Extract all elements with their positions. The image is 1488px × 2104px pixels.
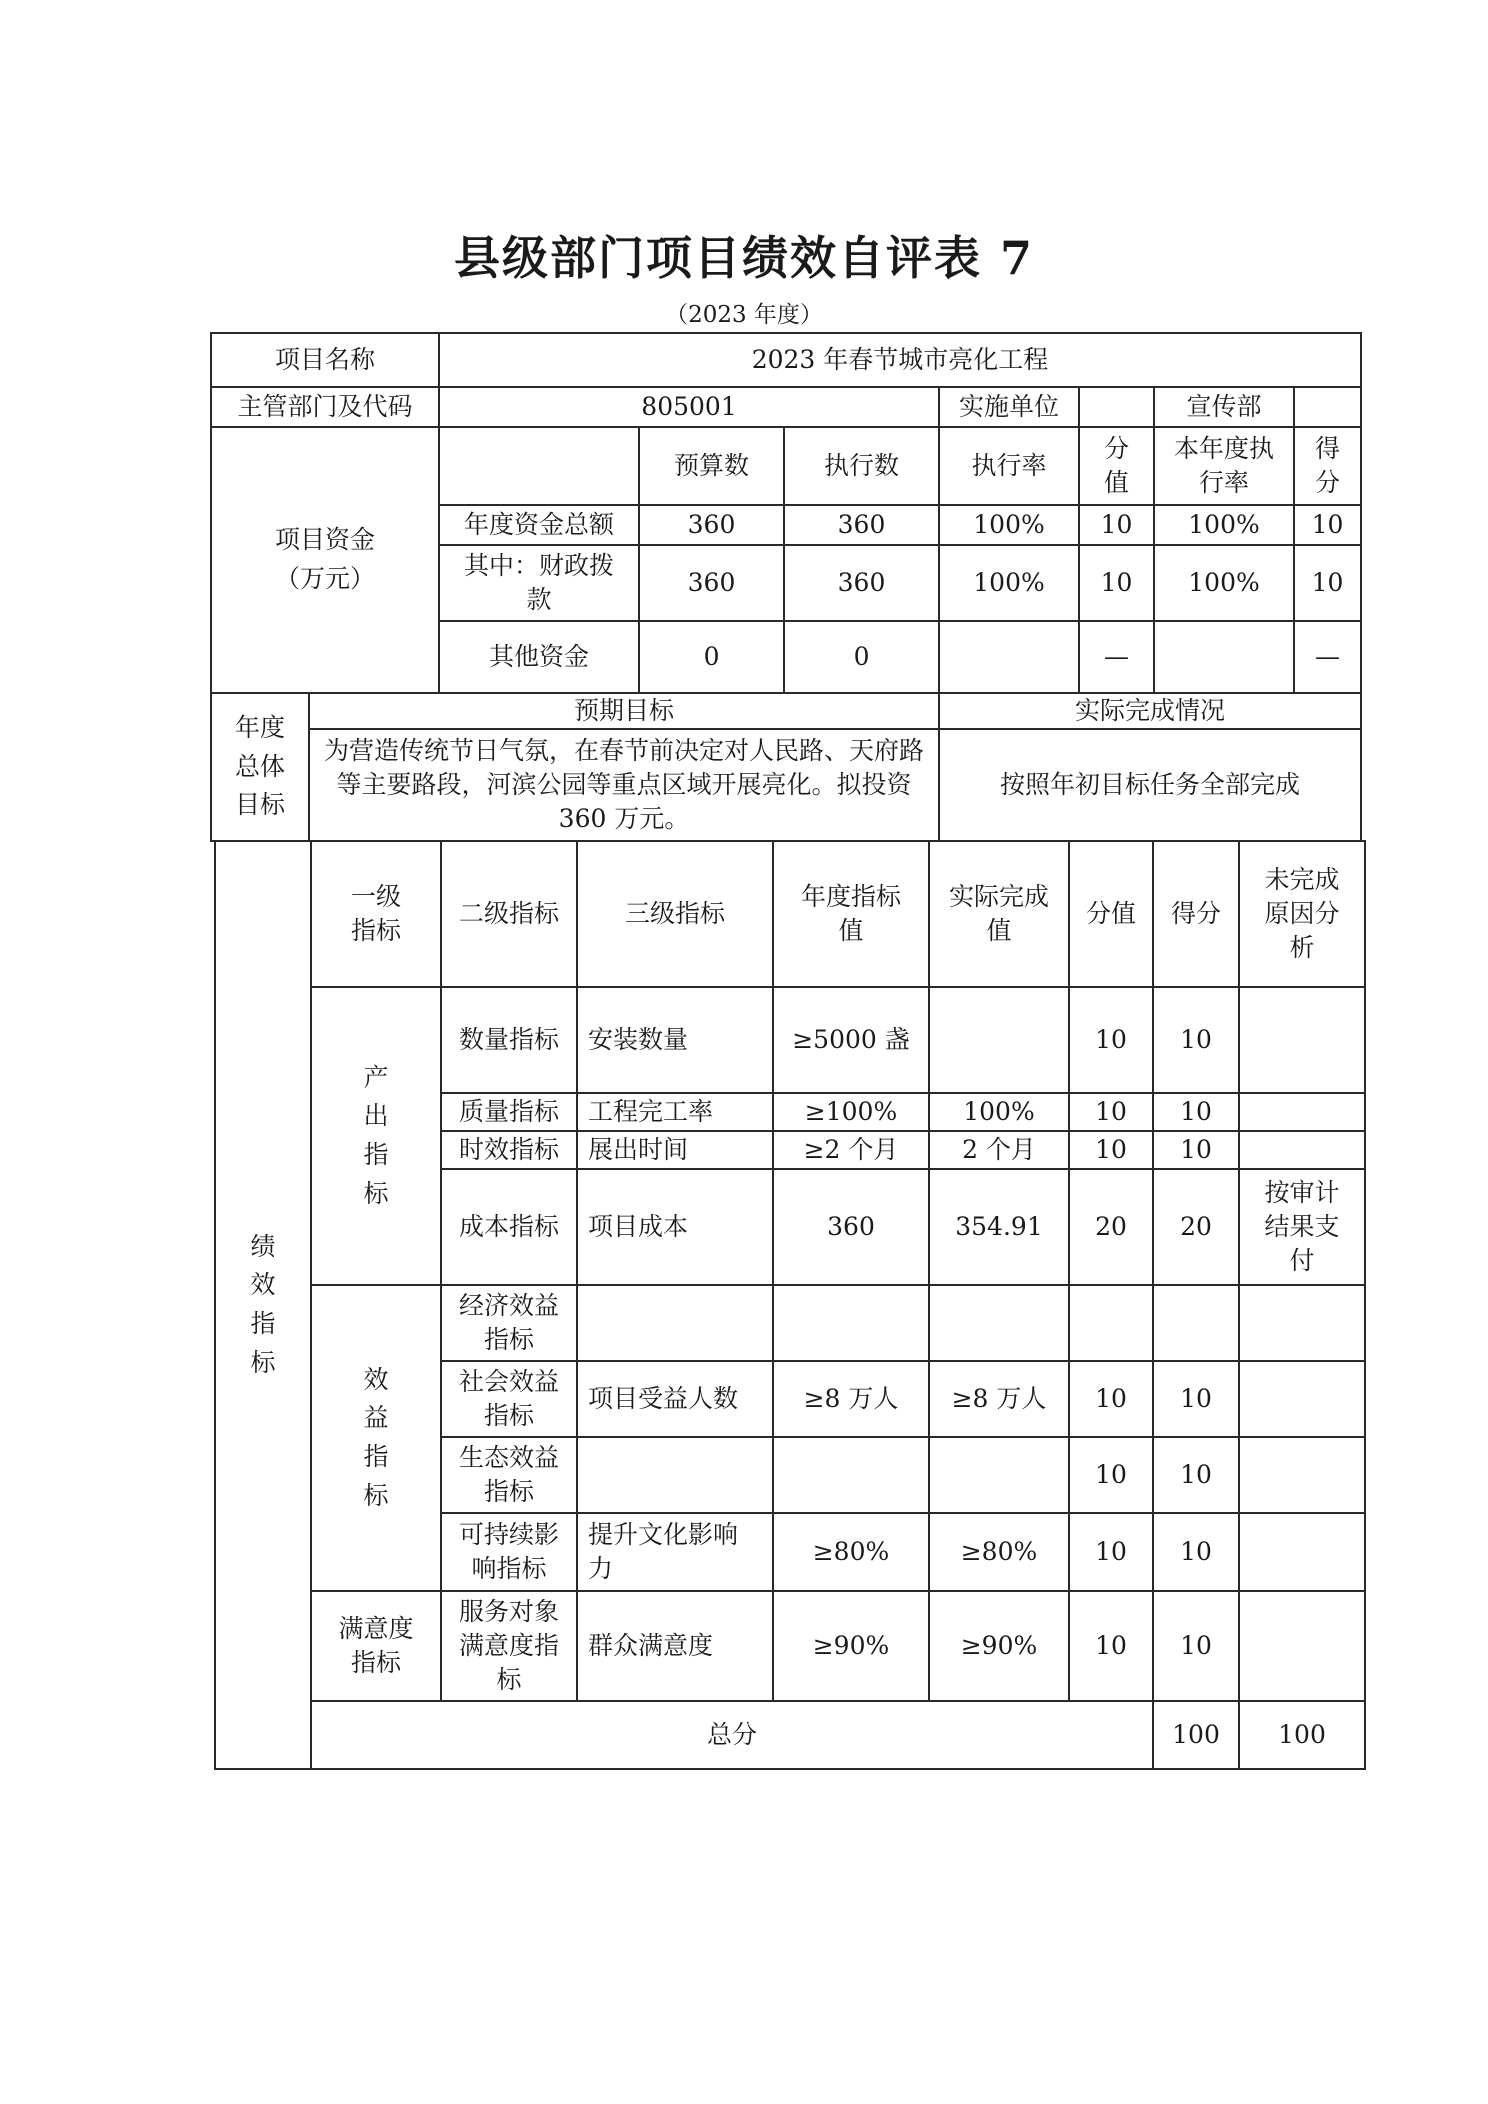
- funds-row-score-val: 10: [1079, 505, 1154, 545]
- row-actual: 2 个月: [929, 1131, 1069, 1169]
- row-l3: 工程完工率: [577, 1093, 773, 1131]
- row-actual: ≥90%: [929, 1591, 1069, 1701]
- impl-label: 实施单位: [939, 387, 1079, 427]
- row-score: 10: [1153, 987, 1239, 1093]
- page-title: 县级部门项目绩效自评表 7: [453, 231, 1035, 285]
- goals-actual-label: 实际完成情况: [939, 693, 1361, 729]
- perf-header-val: 分值: [1069, 841, 1153, 987]
- funds-header-blank: [439, 427, 639, 505]
- funds-row-budget: 360: [639, 505, 784, 545]
- row-target: ≥80%: [773, 1513, 929, 1591]
- funds-row-score-val: —: [1079, 621, 1154, 693]
- row-val: 20: [1069, 1169, 1153, 1285]
- dept-label: 主管部门及代码: [211, 387, 439, 427]
- perf-header-score: 得分: [1153, 841, 1239, 987]
- total-val: 100: [1153, 1701, 1239, 1769]
- funds-header-year-rate: 本年度执 行率: [1154, 427, 1294, 505]
- row-reason: [1239, 987, 1365, 1093]
- impl-value: 宣传部: [1154, 387, 1294, 427]
- impl-blank-2: [1294, 387, 1361, 427]
- funds-header-rate: 执行率: [939, 427, 1079, 505]
- perf-label: 绩 效 指 标: [215, 841, 311, 1769]
- funds-row-name: 年度资金总额: [439, 505, 639, 545]
- row-l3: 提升文化影响 力: [577, 1513, 773, 1591]
- row-reason: [1239, 1591, 1365, 1701]
- row-val: [1069, 1285, 1153, 1361]
- funds-row-year-rate: 100%: [1154, 505, 1294, 545]
- funds-row-score: —: [1294, 621, 1361, 693]
- row-score: 10: [1153, 1591, 1239, 1701]
- row-reason: [1239, 1513, 1365, 1591]
- perf-header-actual: 实际完成 值: [929, 841, 1069, 987]
- funds-row-name: 其中：财政拨 款: [439, 545, 639, 621]
- table-row: [215, 987, 1365, 1093]
- dept-code: 805001: [439, 387, 939, 427]
- row-l2: 生态效益 指标: [441, 1437, 577, 1513]
- perf-header-reason: 未完成 原因分 析: [1239, 841, 1365, 987]
- funds-row-budget: 0: [639, 621, 784, 693]
- funds-row-score-val: 10: [1079, 545, 1154, 621]
- group-benefit: 效 益 指 标: [311, 1285, 441, 1591]
- row-l2: 经济效益 指标: [441, 1285, 577, 1361]
- row-target: ≥90%: [773, 1591, 929, 1701]
- funds-header-score-val: 分 值: [1079, 427, 1154, 505]
- row-actual: [929, 987, 1069, 1093]
- project-info-table: [210, 332, 1362, 842]
- funds-row-rate: 100%: [939, 545, 1079, 621]
- row-l3: [577, 1437, 773, 1513]
- row-score: 20: [1153, 1169, 1239, 1285]
- row-l3: 项目受益人数: [577, 1361, 773, 1437]
- funds-label: 项目资金 （万元）: [211, 427, 439, 693]
- goals-actual-text: 按照年初目标任务全部完成: [939, 729, 1361, 841]
- perf-header-target: 年度指标 值: [773, 841, 929, 987]
- row-score: 10: [1153, 1131, 1239, 1169]
- perf-header-l3: 三级指标: [577, 841, 773, 987]
- row-reason: [1239, 1131, 1365, 1169]
- row-actual: [929, 1285, 1069, 1361]
- row-reason: [1239, 1361, 1365, 1437]
- funds-row-year-rate: 100%: [1154, 545, 1294, 621]
- group-satisfaction: 满意度 指标: [311, 1591, 441, 1701]
- row-target: ≥100%: [773, 1093, 929, 1131]
- row-score: 10: [1153, 1513, 1239, 1591]
- row-target: [773, 1285, 929, 1361]
- row-l2: 可持续影 响指标: [441, 1513, 577, 1591]
- funds-row-rate: [939, 621, 1079, 693]
- row-actual: 100%: [929, 1093, 1069, 1131]
- impl-blank: [1079, 387, 1154, 427]
- row-val: 10: [1069, 1591, 1153, 1701]
- funds-row-score: 10: [1294, 545, 1361, 621]
- funds-row-name: 其他资金: [439, 621, 639, 693]
- row-reason: [1239, 1285, 1365, 1361]
- row-val: 10: [1069, 987, 1153, 1093]
- funds-row-score: 10: [1294, 505, 1361, 545]
- page-subtitle: （2023 年度）: [665, 302, 823, 328]
- funds-header-budget: 预算数: [639, 427, 784, 505]
- row-actual: ≥8 万人: [929, 1361, 1069, 1437]
- row-val: 10: [1069, 1437, 1153, 1513]
- row-reason: [1239, 1437, 1365, 1513]
- funds-row-budget: 360: [639, 545, 784, 621]
- row-target: ≥8 万人: [773, 1361, 929, 1437]
- row-l2: 社会效益 指标: [441, 1361, 577, 1437]
- row-score: [1153, 1285, 1239, 1361]
- row-val: 10: [1069, 1513, 1153, 1591]
- row-val: 10: [1069, 1361, 1153, 1437]
- row-l2: 数量指标: [441, 987, 577, 1093]
- row-l2: 质量指标: [441, 1093, 577, 1131]
- table-row: [215, 1285, 1365, 1361]
- row-l3: [577, 1285, 773, 1361]
- project-name-label: 项目名称: [211, 333, 439, 387]
- table-row: [215, 1591, 1365, 1701]
- row-val: 10: [1069, 1131, 1153, 1169]
- row-l2: 时效指标: [441, 1131, 577, 1169]
- row-l3: 展出时间: [577, 1131, 773, 1169]
- total-score: 100: [1239, 1701, 1365, 1769]
- row-l3: 安装数量: [577, 987, 773, 1093]
- total-row: [215, 1701, 1365, 1769]
- goals-expected-label: 预期目标: [309, 693, 939, 729]
- goals-label: 年度 总体 目标: [211, 693, 309, 841]
- row-actual: ≥80%: [929, 1513, 1069, 1591]
- row-score: 10: [1153, 1437, 1239, 1513]
- funds-row-rate: 100%: [939, 505, 1079, 545]
- funds-header-score: 得 分: [1294, 427, 1361, 505]
- row-l2: 服务对象 满意度指 标: [441, 1591, 577, 1701]
- row-reason: [1239, 1093, 1365, 1131]
- row-score: 10: [1153, 1093, 1239, 1131]
- row-reason: 按审计 结果支 付: [1239, 1169, 1365, 1285]
- total-label: 总分: [311, 1701, 1153, 1769]
- row-val: 10: [1069, 1093, 1153, 1131]
- funds-header-exec: 执行数: [784, 427, 939, 505]
- perf-header-l2: 二级指标: [441, 841, 577, 987]
- row-l3: 群众满意度: [577, 1591, 773, 1701]
- project-name-value: 2023 年春节城市亮化工程: [439, 333, 1361, 387]
- funds-row-exec: 360: [784, 545, 939, 621]
- funds-row-year-rate: [1154, 621, 1294, 693]
- row-target: ≥5000 盏: [773, 987, 929, 1093]
- row-l2: 成本指标: [441, 1169, 577, 1285]
- performance-table: [214, 840, 1366, 1770]
- row-target: [773, 1437, 929, 1513]
- row-target: 360: [773, 1169, 929, 1285]
- funds-row-exec: 0: [784, 621, 939, 693]
- row-actual: 354.91: [929, 1169, 1069, 1285]
- funds-row-exec: 360: [784, 505, 939, 545]
- goals-expected-text: 为营造传统节日气氛，在春节前决定对人民路、天府路等主要路段，河滨公园等重点区域开展亮化。拟投资 360 万元。: [309, 729, 939, 841]
- group-output: 产 出 指 标: [311, 987, 441, 1285]
- row-score: 10: [1153, 1361, 1239, 1437]
- row-target: ≥2 个月: [773, 1131, 929, 1169]
- row-l3: 项目成本: [577, 1169, 773, 1285]
- perf-header-l1: 一级 指标: [311, 841, 441, 987]
- row-actual: [929, 1437, 1069, 1513]
